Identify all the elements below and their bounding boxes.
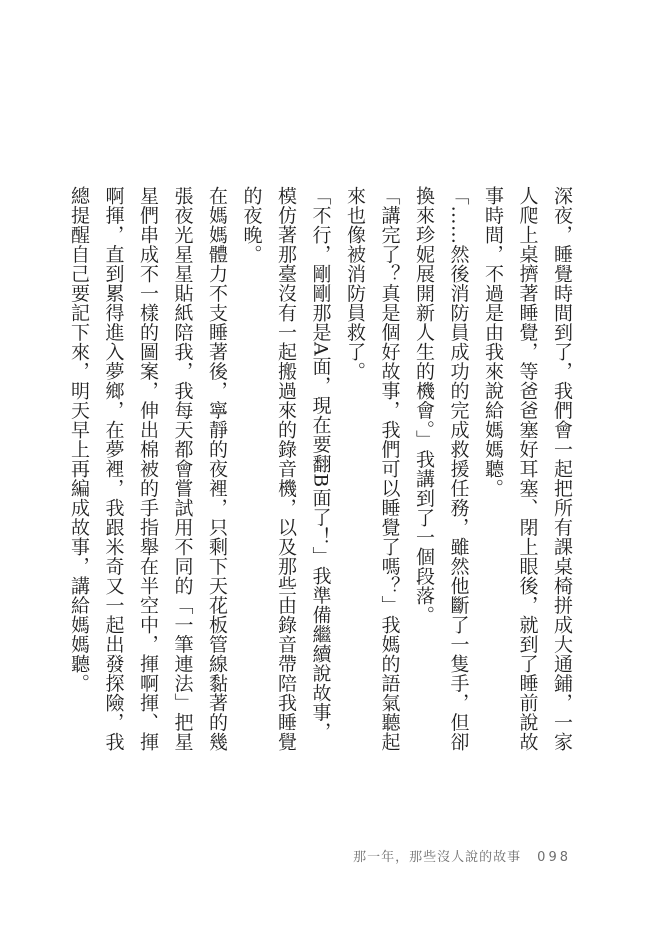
page-footer <box>353 846 571 865</box>
body-text <box>62 186 580 758</box>
paragraph-5: 在媽媽體力不支睡著後，寧靜的夜裡，只剩下天花板管線黏著的幾張夜光星星貼紙陪我，我每天都會嘗試用不同的「一筆連法」把星星們串成不一樣的圖案，伸出棉被的手指舉在半空中，揮啊揮、揮啊揮，直到累得進入夢鄉，在夢裡，我跟米奇又一起出發探險，我總提醒自己要記下來，明天早上再編成故事，講給媽媽聽。 <box>68 186 228 752</box>
paragraph-2: 「……然後消防員成功的完成救援任務，雖然他斷了一隻手，但卻換來珍妮展開新人生的機會。」我講到了一個段落。 <box>413 186 470 752</box>
paragraph-4: 「不行，剛剛那是A面，現在要翻B面了！」我準備繼續說故事，模仿著那臺沒有一起搬過來的錄音機，以及那些由錄音帶陪我睡覺的夜晚。 <box>240 186 332 752</box>
paragraph-3: 「講完了？真是個好故事，我們可以睡覺了嗎？」我媽的語氣聽起來也像被消防員救了。 <box>344 186 401 752</box>
running-title: 那一年，那些沒人說的故事 <box>353 850 522 865</box>
paragraph-1: 深夜，睡覺時間到了，我們會一起把所有課桌椅拼成大通鋪，一家人爬上桌擠著睡覺，等爸爸塞好耳塞、閉上眼後，就到了睡前說故事時間，不過是由我來說給媽媽聽。 <box>482 186 573 752</box>
page-number: 098 <box>537 850 571 865</box>
